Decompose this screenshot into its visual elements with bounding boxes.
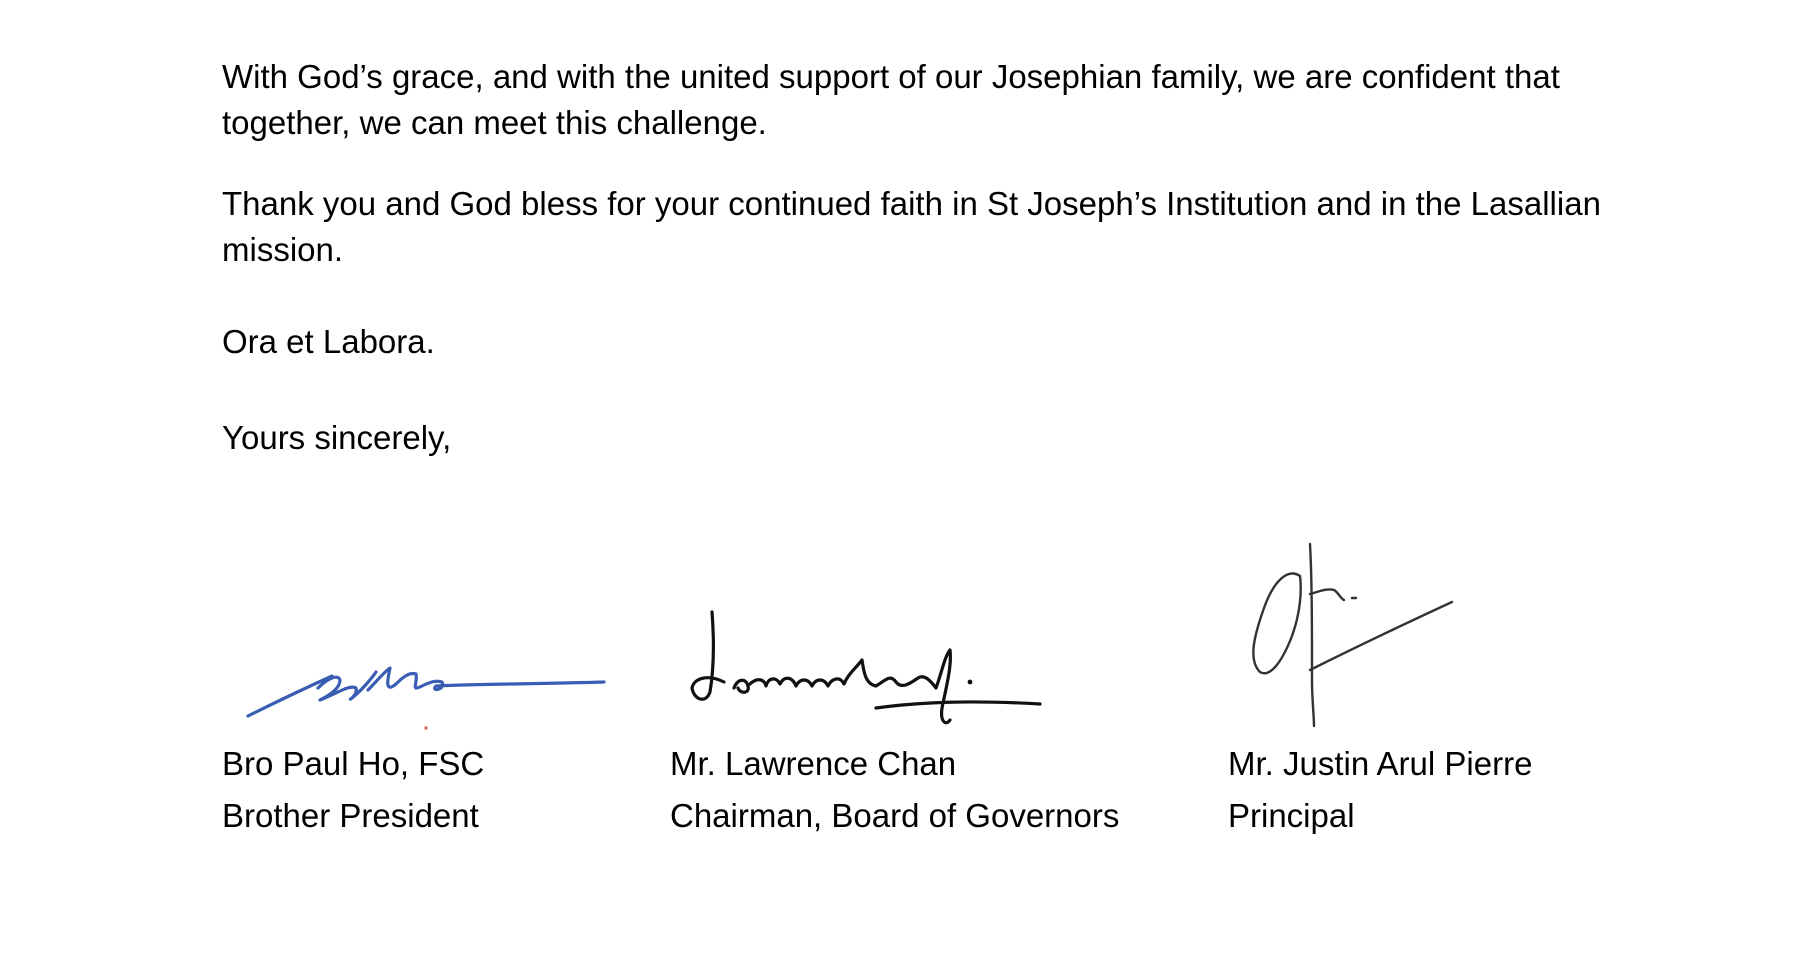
signature-image-lawrence-chan: [680, 608, 1080, 738]
closing-paragraph: With God’s grace, and with the united support of our Josephian family, we are confident that together, we can meet this challenge.: [222, 58, 1560, 141]
thank-you-paragraph: Thank you and God bless for your continued faith in St Joseph’s Institution and in the Lasallian mission.: [222, 185, 1601, 268]
sign-off-line: Yours sincerely,: [222, 419, 452, 456]
signature-image-justin-arul-pierre: [1240, 540, 1480, 730]
signature-image-bro-paul-ho: [240, 650, 610, 730]
signatory-name: Mr. Justin Arul Pierre: [1228, 745, 1533, 782]
signatory-block-chairman: [670, 738, 1119, 842]
signatory-block-brother-president: [222, 738, 484, 842]
signatory-name: Mr. Lawrence Chan: [670, 745, 957, 782]
signatory-title: Principal: [1228, 797, 1355, 834]
signatory-block-principal: [1228, 738, 1532, 842]
signatory-title: Brother President: [222, 797, 479, 834]
signatory-name: Bro Paul Ho, FSC: [222, 745, 485, 782]
signatory-title: Chairman, Board of Governors: [670, 797, 1120, 834]
motto-line: Ora et Labora.: [222, 323, 435, 360]
